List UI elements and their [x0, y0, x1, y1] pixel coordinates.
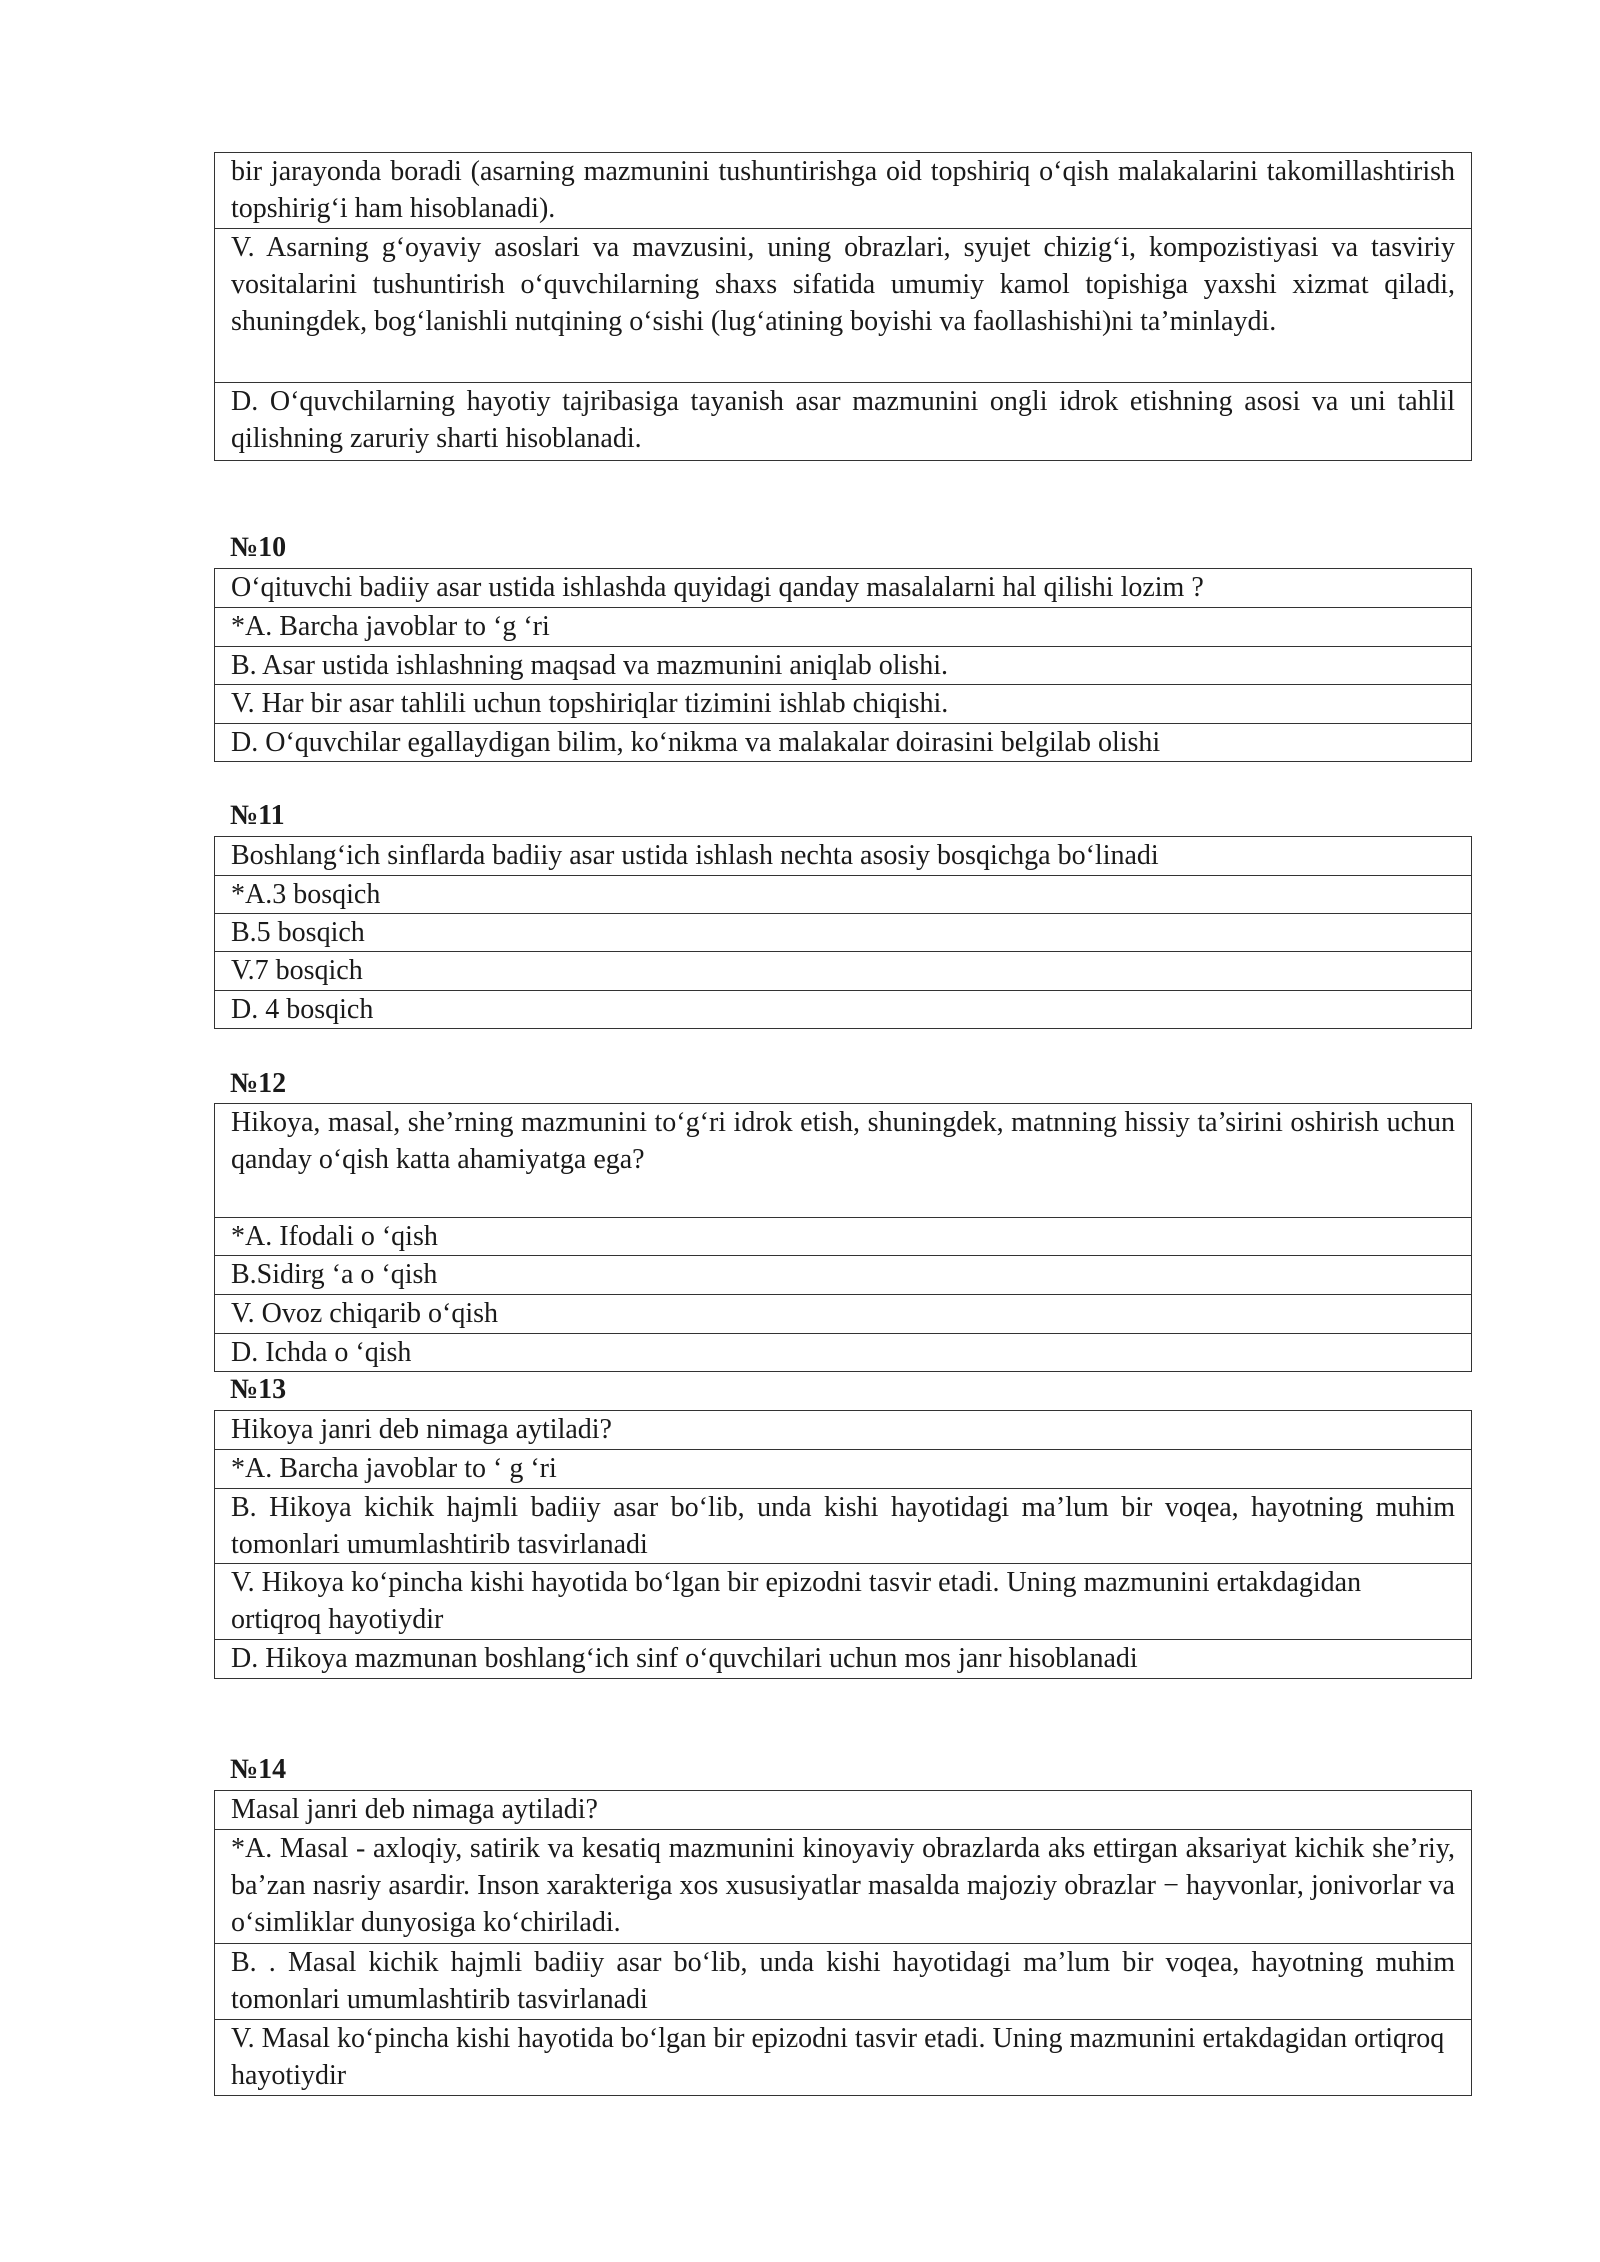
- answer-option-text: bir jarayonda boradi (asarning mazmunini tushuntirishga oid topshiriq o‘qish malakalarini takomillashtirish topshirig‘i ham hisoblanadi).: [215, 153, 1472, 229]
- answer-option-text: V. Har bir asar tahlili uchun topshiriqlar tizimini ishlab chiqishi.: [215, 685, 1472, 724]
- question-table: [214, 152, 1472, 461]
- answer-row: [215, 876, 1472, 914]
- question-table: [214, 1410, 1472, 1679]
- answer-option-text: V.7 bosqich: [215, 952, 1472, 991]
- question-number: №12: [230, 1068, 287, 1099]
- answer-row: [215, 685, 1472, 724]
- question-table: [214, 1103, 1472, 1372]
- question-text: Boshlang‘ich sinflarda badiiy asar ustida ishlash nechta asosiy bosqichga bo‘linadi: [215, 837, 1472, 876]
- answer-row: [215, 724, 1472, 762]
- answer-row: [215, 1334, 1472, 1372]
- answer-option-text: D. Hikoya mazmunan boshlang‘ich sinf o‘quvchilari uchun mos janr hisoblanadi: [215, 1640, 1472, 1679]
- answer-row: [215, 1640, 1472, 1679]
- question-number: №14: [230, 1754, 287, 1785]
- answer-option-text: V. Hikoya ko‘pincha kishi hayotida bo‘lgan bir epizodni tasvir etadi. Uning mazmunini ertakdagidan ortiqroq hayotiydir: [215, 1564, 1472, 1640]
- answer-option-text: D. 4 bosqich: [215, 991, 1472, 1029]
- answer-option-text: B. Asar ustida ishlashning maqsad va mazmunini aniqlab olishi.: [215, 647, 1472, 685]
- question-number: №11: [230, 800, 285, 831]
- answer-row: [215, 2020, 1472, 2096]
- question-text: Masal janri deb nimaga aytiladi?: [215, 1791, 1472, 1830]
- answer-option-text: *A. Barcha javoblar to ‘ g ‘ri: [215, 1450, 1472, 1489]
- answer-row: [215, 991, 1472, 1029]
- answer-option-text: B.5 bosqich: [215, 914, 1472, 952]
- answer-option-text: *A. Ifodali o ‘qish: [215, 1218, 1472, 1256]
- answer-row: [215, 383, 1472, 461]
- question-number: №10: [230, 532, 287, 563]
- question-row: [215, 569, 1472, 608]
- question-row: [215, 1411, 1472, 1450]
- answer-option-text: B.Sidirg ‘a o ‘qish: [215, 1256, 1472, 1295]
- answer-option-text: *A. Masal - axloqiy, satirik va kesatiq mazmunini kinoyaviy obrazlarda aks ettirgan aksariyat kichik she’riy, ba’zan nasriy asardir. Inson xarakteriga xos xususiyatlar masalda majoziy obrazlar − hayvonlar, jonivorlar va o‘simliklar dunyosiga ko‘chiriladi.: [215, 1830, 1472, 1944]
- question-row: [215, 1791, 1472, 1830]
- answer-row: [215, 647, 1472, 685]
- answer-row: [215, 1830, 1472, 1944]
- answer-row: [215, 1564, 1472, 1640]
- answer-option-text: V. Masal ko‘pincha kishi hayotida bo‘lgan bir epizodni tasvir etadi. Uning mazmunini ertakdagidan ortiqroq hayotiydir: [215, 2020, 1472, 2096]
- answer-row: [215, 1295, 1472, 1334]
- answer-option-text: B. Hikoya kichik hajmli badiiy asar bo‘lib, unda kishi hayotidagi ma’lum bir voqea, hayotning muhim tomonlari umumlashtirib tasvirlanadi: [215, 1489, 1472, 1564]
- answer-row: [215, 1256, 1472, 1295]
- answer-row: [215, 1489, 1472, 1564]
- question-table: [214, 568, 1472, 762]
- answer-row: [215, 1944, 1472, 2020]
- question-text: Hikoya janri deb nimaga aytiladi?: [215, 1411, 1472, 1450]
- answer-option-text: *A.3 bosqich: [215, 876, 1472, 914]
- answer-option-text: D. Ichda o ‘qish: [215, 1334, 1472, 1372]
- answer-row: [215, 608, 1472, 647]
- answer-option-text: V. Ovoz chiqarib o‘qish: [215, 1295, 1472, 1334]
- answer-option-text: *A. Barcha javoblar to ‘g ‘ri: [215, 608, 1472, 647]
- answer-row: [215, 229, 1472, 383]
- answer-row: [215, 914, 1472, 952]
- question-row: [215, 1104, 1472, 1218]
- question-text: O‘qituvchi badiiy asar ustida ishlashda quyidagi qanday masalalarni hal qilishi lozim ?: [215, 569, 1472, 608]
- answer-option-text: D. O‘quvchilarning hayotiy tajribasiga tayanish asar mazmunini ongli idrok etishning asosi va uni tahlil qilishning zaruriy sharti hisoblanadi.: [215, 383, 1472, 461]
- answer-row: [215, 1218, 1472, 1256]
- question-row: [215, 837, 1472, 876]
- question-table: [214, 1790, 1472, 2096]
- question-table: [214, 836, 1472, 1029]
- answer-option-text: D. O‘quvchilar egallaydigan bilim, ko‘nikma va malakalar doirasini belgilab olishi: [215, 724, 1472, 762]
- question-number: №13: [230, 1374, 287, 1405]
- answer-row: [215, 153, 1472, 229]
- answer-option-text: V. Asarning g‘oyaviy asoslari va mavzusini, uning obrazlari, syujet chizig‘i, kompozistiyasi va tasviriy vositalarini tushuntirish o‘quvchilarning shaxs sifatida umumiy kamol topishiga yaxshi xizmat qiladi, shuningdek, bog‘lanishli nutqining o‘sishi (lug‘atining boyishi va faollashishi)ni ta’minlaydi.: [215, 229, 1472, 383]
- answer-row: [215, 1450, 1472, 1489]
- question-text: Hikoya, masal, she’rning mazmunini to‘g‘ri idrok etish, shuningdek, matnning hissiy ta’sirini oshirish uchun qanday o‘qish katta ahamiyatga ega?: [215, 1104, 1472, 1218]
- answer-option-text: B. . Masal kichik hajmli badiiy asar bo‘lib, unda kishi hayotidagi ma’lum bir voqea, hayotning muhim tomonlari umumlashtirib tasvirlanadi: [215, 1944, 1472, 2020]
- answer-row: [215, 952, 1472, 991]
